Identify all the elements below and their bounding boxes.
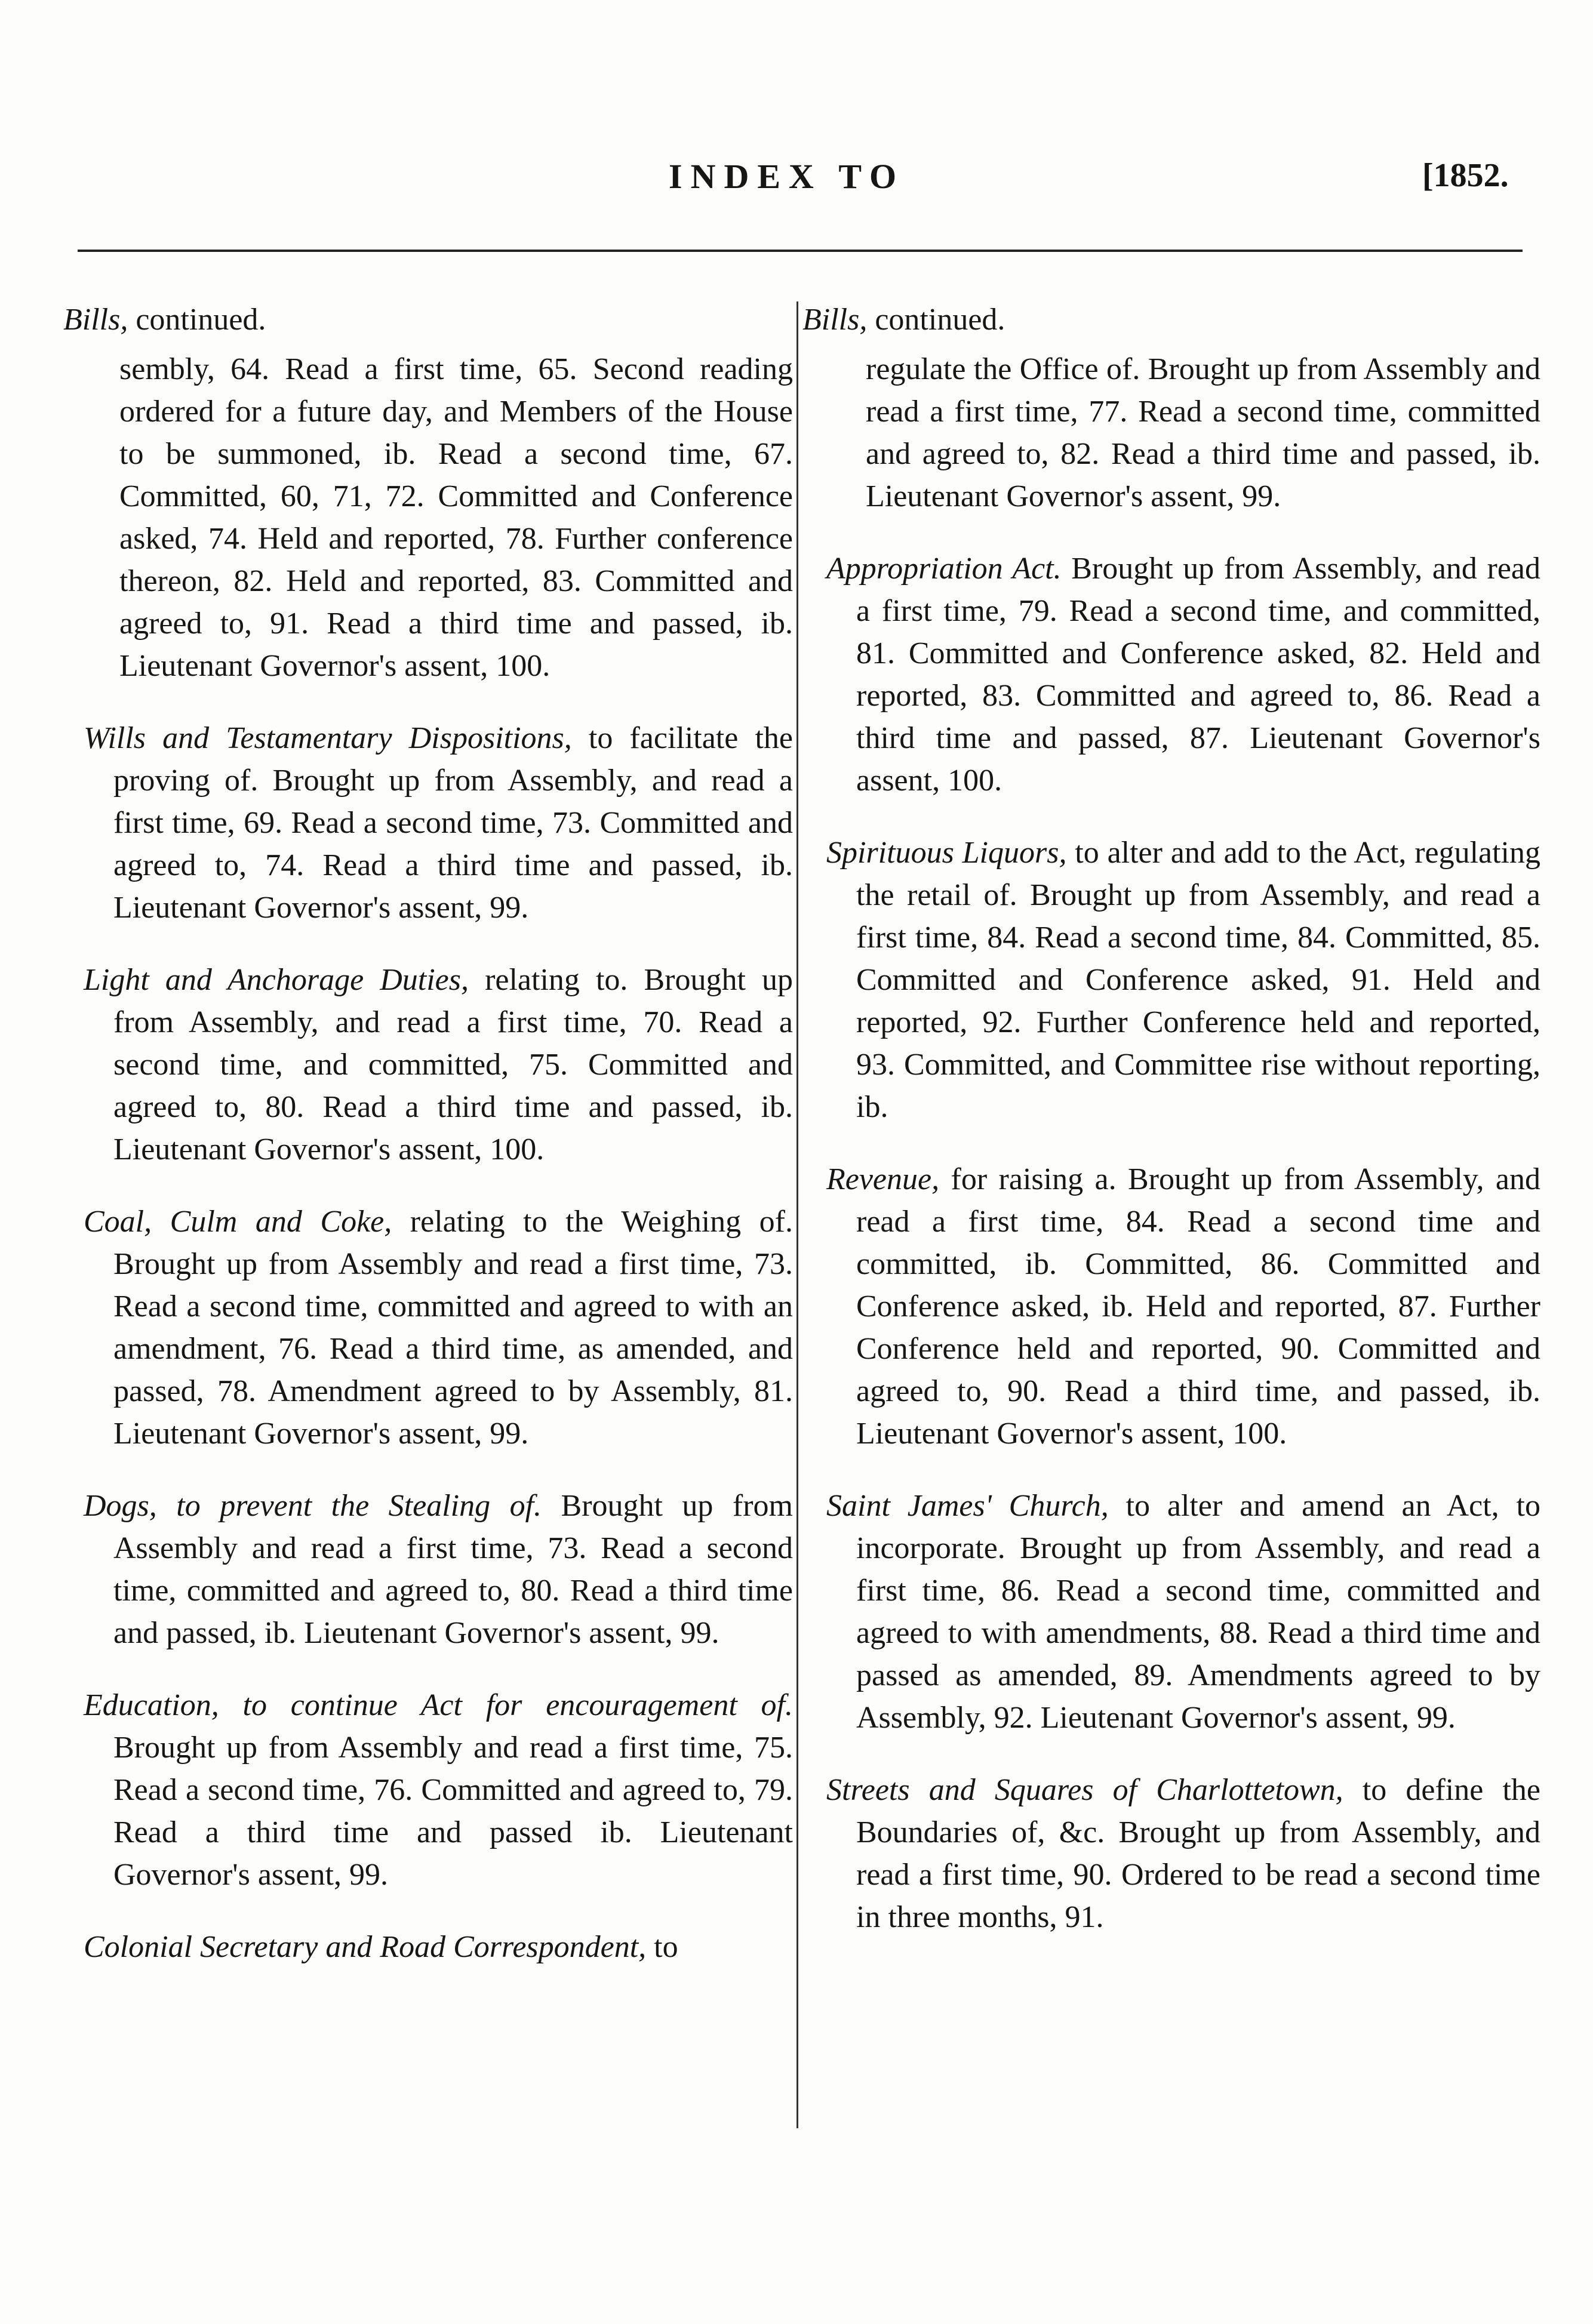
left-column-heading xyxy=(60,298,793,341)
entry-body: for raising a. Brought up from Assembly, and read a first time, 84. Read a second time and committed, ib. Committed, 86. Committed and Conference asked, ib. Held and reported, 87. Further Conference held and reported, 90. Committed and agreed to, 90. Read a third time, and passed, ib. Lieutenant Governor's assent, 100. xyxy=(856,1162,1540,1451)
entry-title: Revenue, xyxy=(826,1162,940,1196)
left-tail-entry xyxy=(60,1926,793,1968)
entry-body: to xyxy=(646,1930,678,1964)
index-entry xyxy=(794,1158,1540,1455)
right-heading-rest: continued. xyxy=(867,303,1005,337)
index-entry xyxy=(60,959,793,1171)
entry-title: Appropriation Act. xyxy=(826,552,1062,586)
right-column xyxy=(794,298,1540,1968)
right-continuation-entry: regulate the Office of. Brought up from Assembly and read a first time, 77. Read a second time, committed and agreed to, 82. Read a third time and passed, ib. Lieutenant Governor's assent, 99. xyxy=(866,352,1540,513)
index-entry xyxy=(794,1485,1540,1739)
entry-title: Light and Anchorage Duties, xyxy=(84,963,469,997)
index-entry xyxy=(794,832,1540,1128)
entry-title: Spirituous Liquors, xyxy=(826,836,1067,870)
entry-title: Saint James' Church, xyxy=(826,1489,1109,1523)
entry-title: Streets and Squares of Charlottetown, xyxy=(826,1773,1343,1807)
right-column-heading xyxy=(794,298,1540,341)
index-entry xyxy=(794,1769,1540,1938)
left-continuation-entry: sembly, 64. Read a first time, 65. Second reading ordered for a future day, and Members of the House to be summoned, ib. Read a second time, 67. Committed, 60, 71, 72. Committed and Conference asked, 74. Held and reported, 78. Further conference thereon, 82. Held and reported, 83. Committed and agreed to, 91. Read a third time and passed, ib. Lieutenant Governor's assent, 100. xyxy=(119,352,793,683)
entry-body: to define the Boundaries of, &c. Brought up from Assembly, and read a first time, 90. Ordered to be read a second time in three months, 91. xyxy=(856,1773,1540,1934)
entry-body: Brought up from Assembly and read a first time, 75. Read a second time, 76. Committed and agreed to, 79. Read a third time and passed ib. Lieutenant Governor's assent, 99. xyxy=(113,1731,793,1892)
index-entry xyxy=(794,547,1540,802)
page-title: INDEX TO xyxy=(669,157,905,196)
entry-title: Wills and Testamentary Dispositions, xyxy=(84,721,572,755)
left-column xyxy=(60,298,793,1968)
entry-title: Colonial Secretary and Road Correspondent, xyxy=(84,1930,647,1964)
entry-body: to alter and amend an Act, to incorporate. Brought up from Assembly, and read a first time, 86. Read a second time, committed and agreed to with amendments, 88. Read a third time and passed as amended, 89. Amendments agreed to by Assembly, 92. Lieutenant Governor's assent, 99. xyxy=(856,1489,1540,1735)
index-entry xyxy=(60,1684,793,1896)
entry-body: to facilitate the proving of. Brought up from Assembly, and read a first time, 69. Read a second time, 73. Committed and agreed to, 74. Read a third time and passed, ib. Lieutenant Governor's assent, 99. xyxy=(113,721,793,925)
left-heading-italic: Bills, xyxy=(63,303,128,337)
page-header xyxy=(0,156,1593,210)
index-entry xyxy=(60,1201,793,1455)
entry-title: Dogs, to prevent the Stealing of. xyxy=(84,1489,542,1523)
page-year: [1852. xyxy=(1422,157,1509,194)
entry-body: Brought up from Assembly and read a first time, 73. Read a second time, committed and agreed to, 80. Read a third time and passed, ib. Lieutenant Governor's assent, 99. xyxy=(113,1489,793,1650)
entry-body: to alter and add to the Act, regulating the retail of. Brought up from Assembly, and read a first time, 84. Read a second time, 84. Committed, 85. Committed and Conference asked, 91. Held and reported, 92. Further Conference held and reported, 93. Committed, and Committee rise without reporting, ib. xyxy=(856,836,1541,1124)
right-heading-italic: Bills, xyxy=(802,303,868,337)
entry-title: Education, to continue Act for encouragement of. xyxy=(84,1688,793,1722)
header-rule xyxy=(78,250,1523,252)
entry-body: relating to. Brought up from Assembly, and read a first time, 70. Read a second time, and committed, 75. Committed and agreed to, 80. Read a third time and passed, ib. Lieutenant Governor's assent, 100. xyxy=(113,963,793,1166)
left-heading-rest: continued. xyxy=(128,303,266,337)
entry-title: Coal, Culm and Coke, xyxy=(84,1205,392,1239)
entry-body: Brought up from Assembly, and read a first time, 79. Read a second time, and committed, 81. Committed and Conference asked, 82. Held and reported, 83. Committed and agreed to, 86. Read a third time and passed, 87. Lieutenant Governor's assent, 100. xyxy=(856,552,1540,798)
entry-body: relating to the Weighing of. Brought up from Assembly and read a first time, 73. Read a second time, committed and agreed to with an amendment, 76. Read a third time, as amended, and passed, 78. Amendment agreed to by Assembly, 81. Lieutenant Governor's assent, 99. xyxy=(113,1205,793,1451)
index-entry xyxy=(60,1485,793,1654)
index-entry xyxy=(60,717,793,929)
